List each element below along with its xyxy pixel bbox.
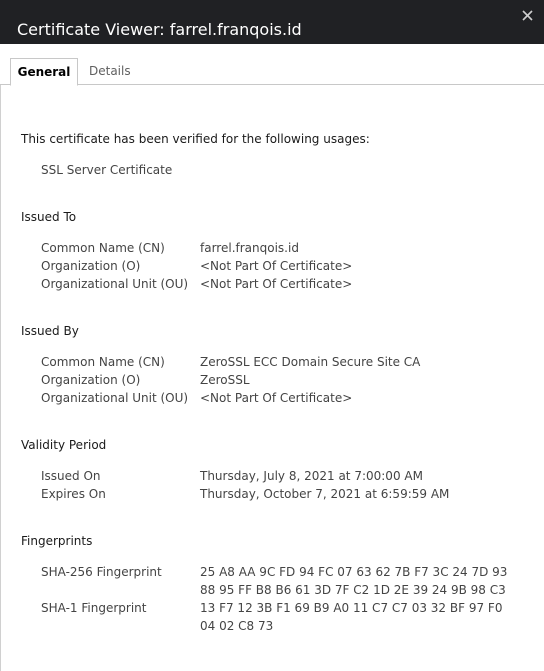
- issued-to-o-label: Organization (O): [41, 259, 141, 273]
- expires-on-value: Thursday, October 7, 2021 at 6:59:59 AM: [200, 487, 450, 501]
- issued-to-ou-label: Organizational Unit (OU): [41, 277, 189, 291]
- usage-intro: This certificate has been verified for the following usages:: [21, 132, 370, 146]
- expires-on-label: Expires On: [41, 487, 106, 501]
- issued-to-heading: Issued To: [21, 210, 77, 224]
- sha256-value-line1: 25 A8 AA 9C FD 94 FC 07 63 62 7B F7 3C 24 7D 93: [200, 565, 508, 579]
- close-button[interactable]: [518, 6, 536, 24]
- issued-to-ou-value: <Not Part Of Certificate>: [200, 277, 353, 291]
- sha1-value-line1: 13 F7 12 3B F1 69 B9 A0 11 C7 C7 03 32 BF 97 F0: [200, 601, 503, 615]
- issued-by-cn-value: ZeroSSL ECC Domain Secure Site CA: [200, 355, 421, 369]
- close-icon: [522, 10, 533, 21]
- issued-to-cn-label: Common Name (CN): [41, 241, 165, 255]
- tab-bar: [0, 44, 544, 85]
- validity-heading: Validity Period: [21, 438, 107, 452]
- fingerprints-heading: Fingerprints: [21, 534, 93, 548]
- dialog-title: Certificate Viewer: farrel.franqois.id: [17, 20, 302, 39]
- issued-by-o-label: Organization (O): [41, 373, 141, 387]
- issued-by-ou-value: <Not Part Of Certificate>: [200, 391, 353, 405]
- sha256-value-line2: 88 95 FF B8 B6 61 3D 7F C2 1D 2E 39 24 9B 98 C3: [200, 583, 506, 597]
- issued-to-o-value: <Not Part Of Certificate>: [200, 259, 353, 273]
- tab-details[interactable]: Details: [89, 64, 131, 78]
- sha256-label: SHA-256 Fingerprint: [41, 565, 162, 579]
- issued-on-label: Issued On: [41, 469, 101, 483]
- title-bar: [0, 0, 544, 44]
- issued-by-o-value: ZeroSSL: [200, 373, 250, 387]
- panel-edge: [0, 85, 1, 671]
- issued-by-cn-label: Common Name (CN): [41, 355, 165, 369]
- issued-on-value: Thursday, July 8, 2021 at 7:00:00 AM: [200, 469, 423, 483]
- sha1-value-line2: 04 02 C8 73: [200, 619, 274, 633]
- issued-to-cn-value: farrel.franqois.id: [200, 241, 299, 255]
- tab-divider: [0, 84, 544, 85]
- usage-item: SSL Server Certificate: [41, 163, 173, 177]
- issued-by-heading: Issued By: [21, 324, 79, 338]
- tab-general[interactable]: General: [10, 58, 78, 86]
- sha1-label: SHA-1 Fingerprint: [41, 601, 147, 615]
- issued-by-ou-label: Organizational Unit (OU): [41, 391, 189, 405]
